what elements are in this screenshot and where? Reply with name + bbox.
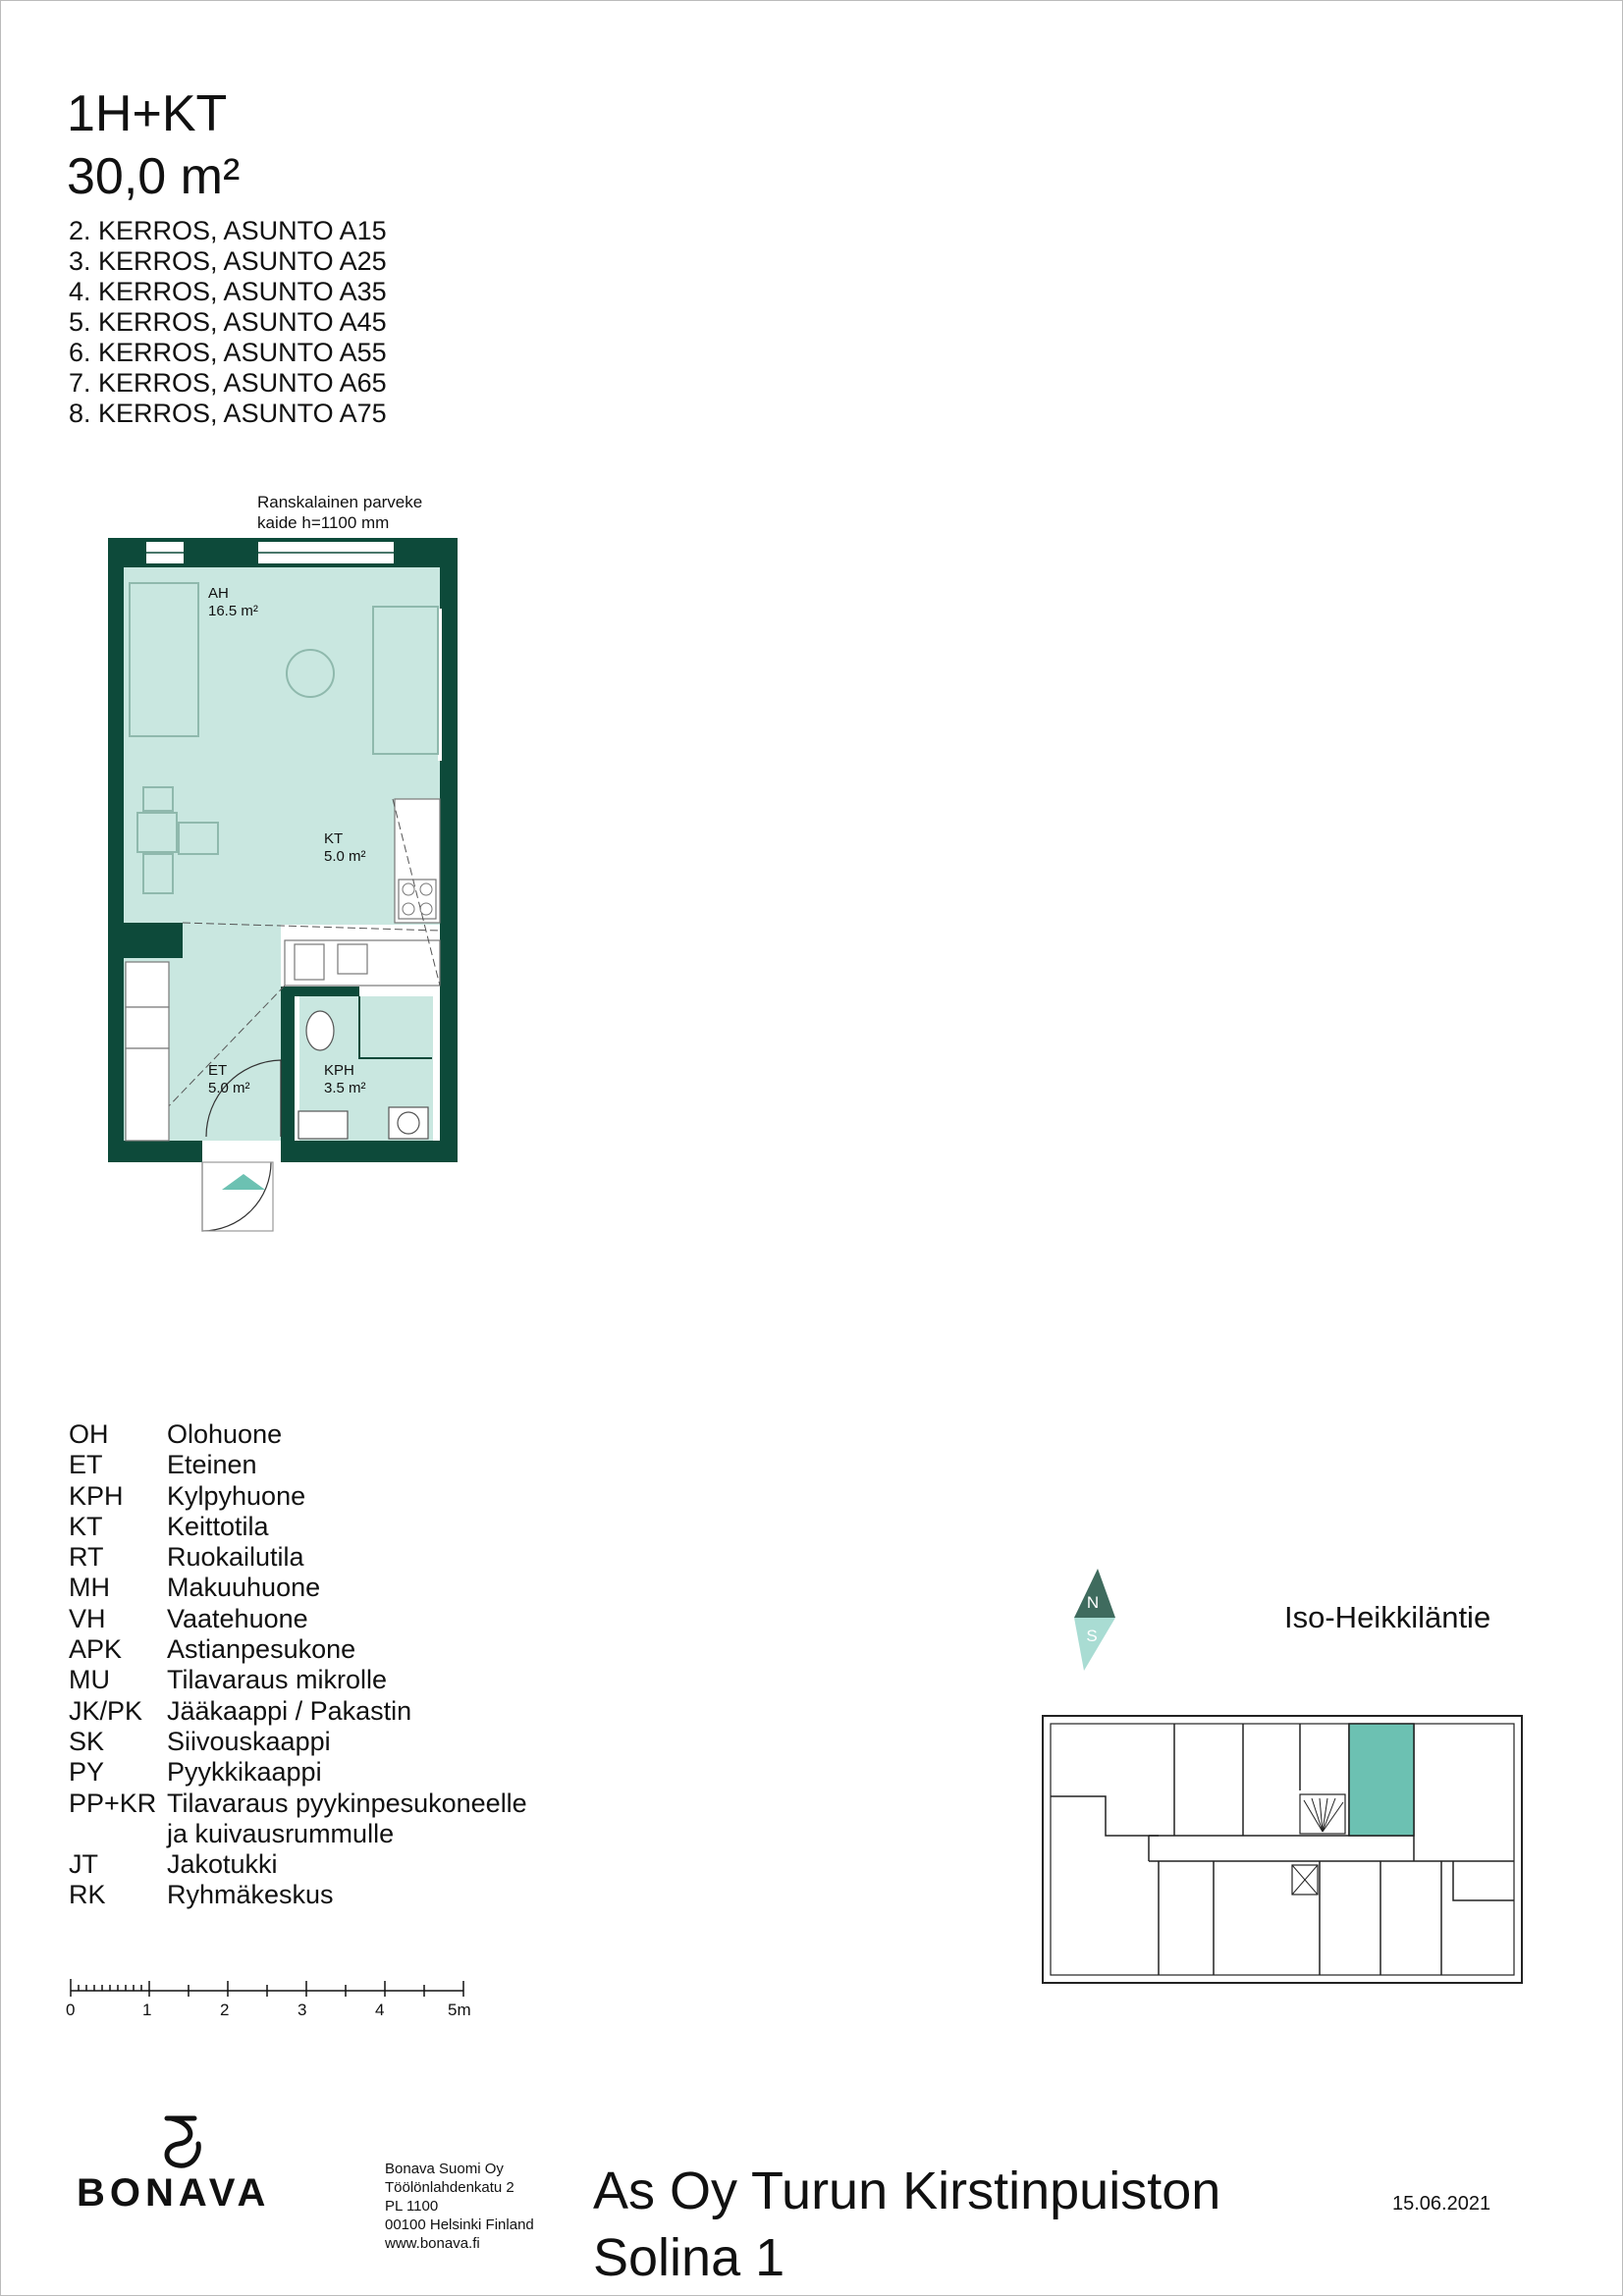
entrance-arrow (222, 1174, 265, 1190)
balcony-note-line-2: kaide h=1100 mm (257, 513, 390, 532)
scale-label-0: 0 (66, 2001, 76, 2019)
room-area-et: 5.0 m² (208, 1080, 250, 1096)
scale-label-3: 3 (298, 2001, 307, 2019)
room-area-kph: 3.5 m² (324, 1080, 366, 1096)
room-code-kph: KPH (324, 1062, 354, 1079)
project-name-line-2: Solina 1 (593, 2228, 785, 2287)
scale-label-1: 1 (142, 2001, 152, 2019)
key-plan-outline (1043, 1716, 1522, 1983)
floor-item: 8. KERROS, ASUNTO A75 (69, 399, 387, 428)
company-line: Bonava Suomi Oy (385, 2161, 504, 2177)
room-code-kt: KT (324, 830, 344, 847)
floor-item: 3. KERROS, ASUNTO A25 (69, 246, 387, 276)
compass-n-label: N (1086, 1593, 1100, 1612)
legend-row: JK/PK Jääkaappi / Pakastin (69, 1695, 412, 1726)
legend (69, 1419, 527, 1911)
living-room-floor (124, 565, 440, 925)
floor-item: 5. KERROS, ASUNTO A45 (69, 307, 387, 337)
room-area-kt: 5.0 m² (324, 848, 366, 865)
room-code-et: ET (208, 1062, 228, 1079)
floor-plan (98, 530, 471, 1247)
legend-row: PP+KR Tilavaraus pyykinpesukoneelle ja kuivausrummulle (69, 1788, 527, 1848)
floor-item: 2. KERROS, ASUNTO A15 (69, 216, 387, 245)
legend-row: APK Astianpesukone (69, 1634, 356, 1665)
floor-list (69, 216, 387, 429)
company-info (385, 2160, 534, 2253)
compass-icon (1070, 1563, 1119, 1673)
company-line: www.bonava.fi (385, 2235, 480, 2252)
legend-row: SK Siivouskaappi (69, 1726, 331, 1756)
floor-item: 6. KERROS, ASUNTO A55 (69, 338, 387, 367)
compass-s-label: S (1086, 1627, 1098, 1645)
key-plan-stair-icon (1304, 1798, 1343, 1832)
highlighted-apartment (1349, 1724, 1414, 1836)
balcony-note-line-1: Ranskalainen parveke (257, 493, 423, 511)
legend-row: RT Ruokailutila (69, 1542, 304, 1573)
scale-bar (65, 1973, 477, 2002)
legend-row: ET Eteinen (69, 1450, 257, 1480)
document-date: 15.06.2021 (1392, 2193, 1491, 2215)
room-code-ah: AH (208, 585, 229, 602)
legend-row: RK Ryhmäkeskus (69, 1880, 334, 1910)
legend-row: PY Pyykkikaappi (69, 1757, 322, 1788)
legend-row: MH Makuuhuone (69, 1573, 321, 1603)
sink (298, 1111, 348, 1139)
company-line: 00100 Helsinki Finland (385, 2216, 534, 2233)
bonava-ampersand-icon (157, 2114, 206, 2169)
key-plan (1039, 1712, 1526, 1987)
floor-item: 7. KERROS, ASUNTO A65 (69, 368, 387, 398)
front-door (202, 1162, 271, 1231)
legend-row: MU Tilavaraus mikrolle (69, 1665, 388, 1695)
room-area-ah: 16.5 m² (208, 603, 258, 619)
legend-row: KT Keittotila (69, 1511, 269, 1541)
legend-row: OH Olohuone (69, 1419, 283, 1449)
logo-text: BONAVA (77, 2171, 271, 2215)
legend-row: KPH Kylpyhuone (69, 1480, 306, 1511)
company-line: PL 1100 (385, 2198, 439, 2215)
apartment-area: 30,0 m² (67, 148, 241, 205)
floor-item: 4. KERROS, ASUNTO A35 (69, 277, 387, 306)
toilet (306, 1011, 334, 1050)
street-name: Iso-Heikkiläntie (1284, 1600, 1491, 1634)
legend-row: VH Vaatehuone (69, 1603, 308, 1633)
apartment-type: 1H+KT (67, 85, 228, 142)
scale-label-5: 5m (448, 2001, 471, 2019)
project-name-line-1: As Oy Turun Kirstinpuiston (593, 2162, 1221, 2220)
scale-label-2: 2 (220, 2001, 230, 2019)
legend-row: JT Jakotukki (69, 1849, 278, 1880)
company-line: Töölönlahdenkatu 2 (385, 2179, 514, 2196)
wardrobe (126, 962, 169, 1141)
scale-label-4: 4 (375, 2001, 385, 2019)
